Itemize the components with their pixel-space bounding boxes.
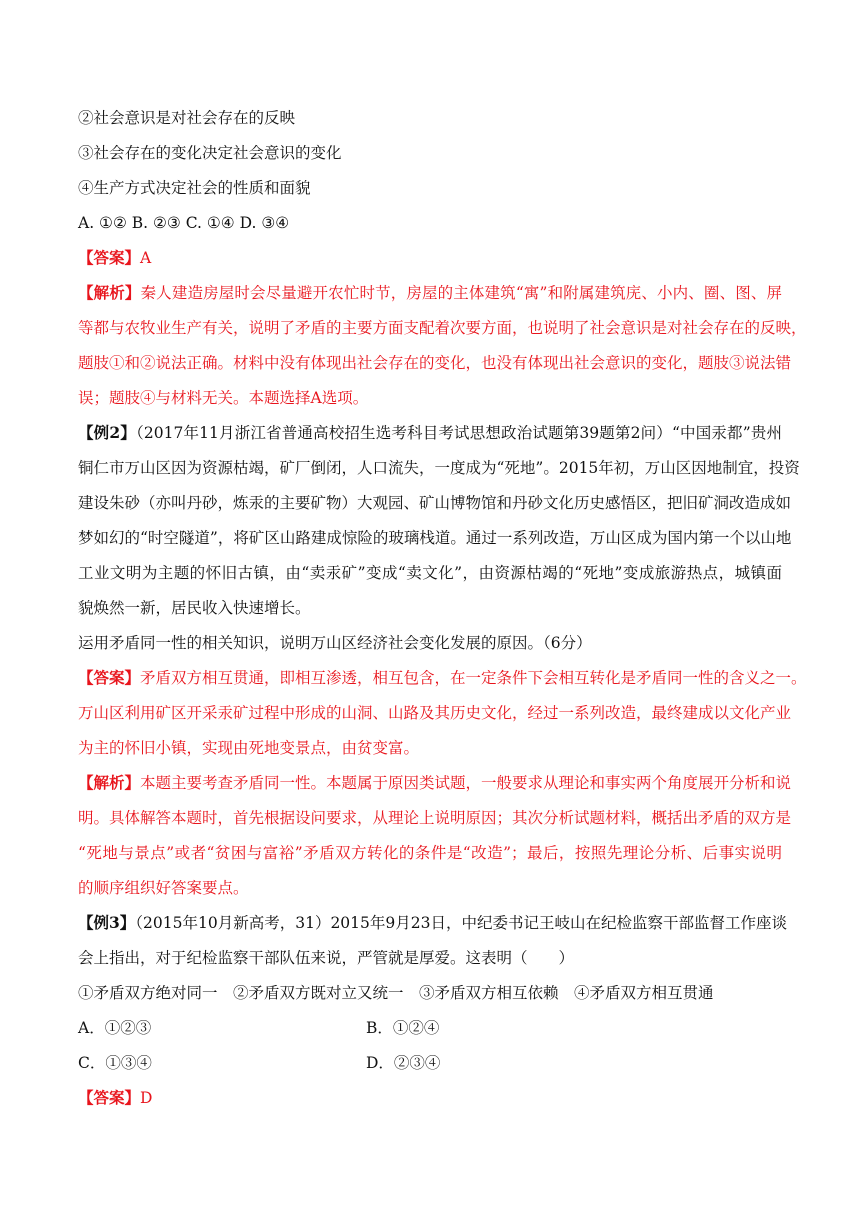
analysis-tag: 【解析】	[78, 773, 141, 792]
ex2-answer-line: 万山区利用矿区开采汞矿过程中形成的山洞、山路及其历史文化，经过一系列改造，最终建成以文化产业	[78, 704, 792, 722]
stem-text: （2017年11月浙江省普通高校招生选考科目考试思想政治试题第39题第2问）“中国汞都”贵州	[135, 424, 782, 442]
answer-tag: 【答案】	[78, 248, 141, 267]
analysis-tag: 【解析】	[78, 283, 141, 302]
example-tag: 【例3】	[78, 913, 136, 932]
example-tag: 【例2】	[78, 423, 136, 442]
answer-tag: 【答案】	[78, 668, 141, 687]
ex2-stem-line: 貌焕然一新，居民收入快速增长。	[78, 599, 311, 617]
ex2-stem-line: 建设朱砂（亦叫丹砂，炼汞的主要矿物）大观园、矿山博物馆和丹砂文化历史感悟区，把旧矿洞改造成如	[78, 494, 792, 512]
ex2-question: 运用矛盾同一性的相关知识，说明万山区经济社会变化发展的原因。（6分）	[78, 634, 592, 652]
analysis-text: 秦人建造房屋时会尽量避开农忙时节，房屋的主体建筑“寓”和附属建筑庑、小内、圈、图、屏	[140, 284, 782, 302]
choice-d: D．②③④	[366, 1054, 441, 1072]
ex2-analysis-line: 的顺序组织好答案要点。	[78, 879, 249, 897]
ex3-choices-row	[78, 1053, 782, 1073]
ex2-answer-line	[78, 668, 807, 688]
answer-text: 矛盾双方相互贯通，即相互渗透，相互包含，在一定条件下会相互转化是矛盾同一性的含义之一。	[140, 669, 807, 687]
ex2-stem-line	[78, 423, 782, 443]
choice-a: A．①②③	[78, 1019, 152, 1037]
ex2-stem-line: 铜仁市万山区因为资源枯竭，矿厂倒闭，人口流失，一度成为“死地”。2015年初，万山区因地制宜，投资	[78, 459, 800, 477]
stem-text: （2015年10月新高考，31）2015年9月23日，中纪委书记王岐山在纪检监察干部监督工作座谈	[135, 914, 787, 932]
ex1-analysis-line	[78, 283, 782, 303]
answer-value: D	[140, 1089, 153, 1107]
ex3-stem-line	[78, 913, 787, 933]
ex3-choices-row	[78, 1018, 782, 1038]
ex2-stem-line: 工业文明为主题的怀旧古镇，由“卖汞矿”变成“卖文化”，由资源枯竭的“死地”变成旅游热点，城镇面	[78, 564, 782, 582]
ex1-answer	[78, 248, 782, 268]
option-4: ④生产方式决定社会的性质和面貌	[78, 179, 311, 197]
choice-c: C．①③④	[78, 1054, 152, 1072]
ex2-analysis-line: “死地与景点”或者“贫困与富裕”矛盾双方转化的条件是“改造”；最后，按照先理论分析、后事实说明	[78, 844, 782, 862]
option-2: ②社会意识是对社会存在的反映	[78, 109, 296, 127]
option-3: ③社会存在的变化决定社会意识的变化	[78, 144, 342, 162]
choice-b: B．①②④	[366, 1019, 440, 1037]
choices-line: A. ①② B. ②③ C. ①④ D. ③④	[78, 214, 290, 232]
ex2-analysis-line: 明。具体解答本题时，首先根据设问要求，从理论上说明原因；其次分析试题材料，概括出矛盾的双方是	[78, 809, 792, 827]
ex1-analysis-line: 误；题肢④与材料无关。本题选择A选项。	[78, 389, 369, 407]
analysis-text: 本题主要考查矛盾同一性。本题属于原因类试题，一般要求从理论和事实两个角度展开分析和说	[140, 774, 792, 792]
ex1-analysis-line: 等都与农牧业生产有关，说明了矛盾的主要方面支配着次要方面，也说明了社会意识是对社会存在的反映，	[78, 319, 807, 337]
ex3-answer	[78, 1088, 782, 1108]
ex2-answer-line: 为主的怀旧小镇，实现由死地变景点，由贫变富。	[78, 739, 420, 757]
ex2-stem-line: 梦如幻的“时空隧道”，将矿区山路建成惊险的玻璃栈道。通过一系列改造，万山区成为国内第一个以山地	[78, 529, 792, 547]
answer-value: A	[140, 249, 152, 267]
answer-tag: 【答案】	[78, 1088, 141, 1107]
ex1-analysis-line: 题肢①和②说法正确。材料中没有体现出社会存在的变化，也没有体现出社会意识的变化，题肢③说法错	[78, 354, 792, 372]
ex3-statements: ①矛盾双方绝对同一 ②矛盾双方既对立又统一 ③矛盾双方相互依赖 ④矛盾双方相互贯通	[78, 984, 714, 1002]
ex3-stem-line: 会上指出，对于纪检监察干部队伍来说，严管就是厚爱。这表明（ ）	[78, 949, 575, 967]
ex2-analysis-line	[78, 773, 792, 793]
